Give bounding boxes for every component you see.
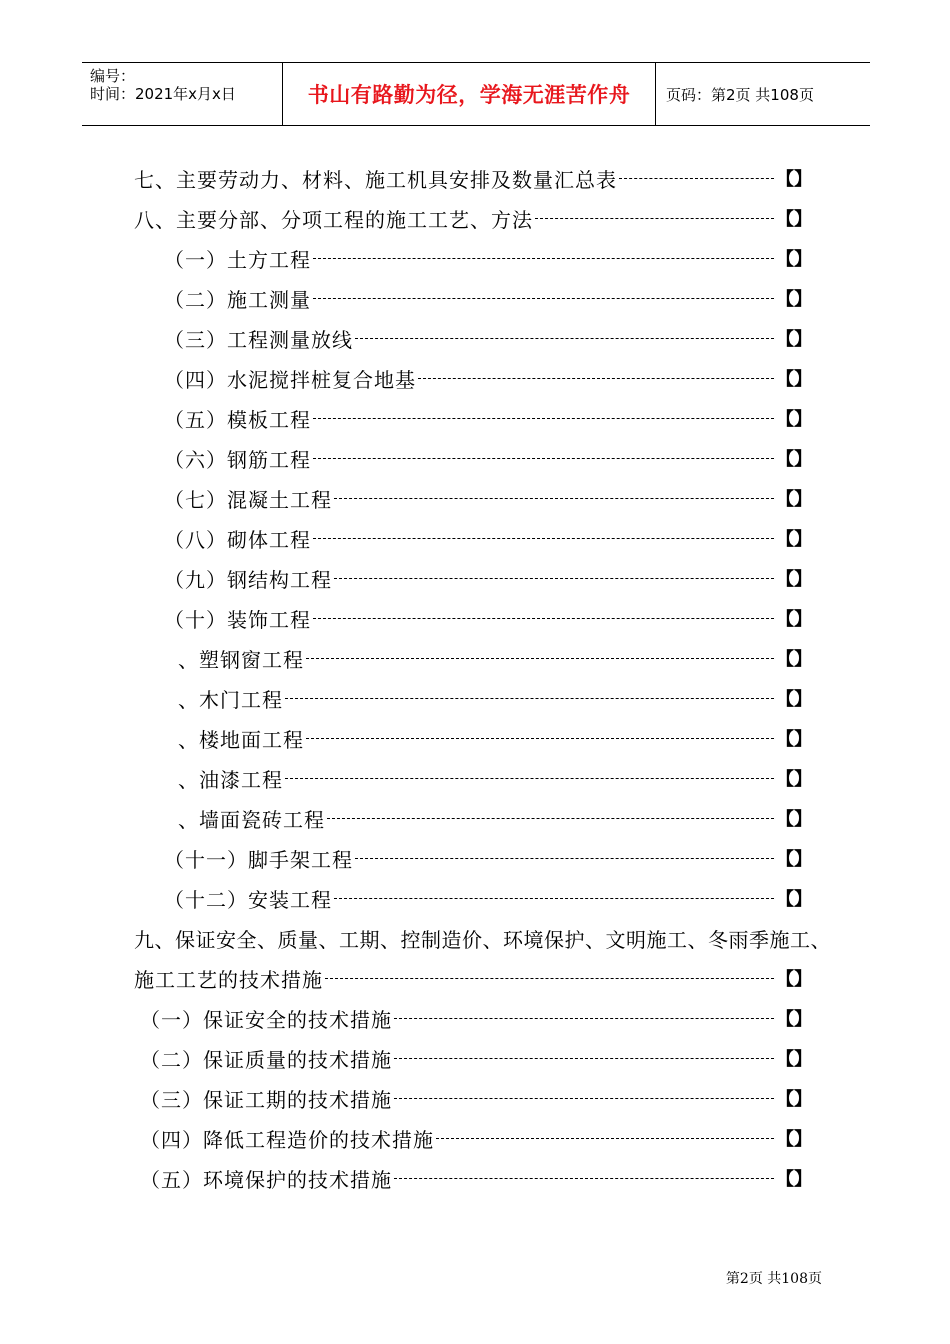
toc-page-bracket: 【】 [776, 329, 812, 350]
toc-dash-leader [306, 738, 774, 739]
toc-dash-leader [394, 1178, 774, 1179]
toc-entry-label: 七、主要劳动力、材料、施工机具安排及数量汇总表 [134, 167, 617, 192]
toc-entry [164, 238, 812, 278]
toc-entry-label: （九）钢结构工程 [164, 567, 332, 592]
toc-dash-leader [334, 498, 774, 499]
toc-page-bracket: 【】 [776, 489, 812, 510]
toc-entry-label: 九、保证安全、质量、工期、控制造价、环境保护、文明施工、冬雨季施工、 [134, 927, 831, 952]
toc-entry [134, 198, 812, 238]
toc-entry-label: （七）混凝土工程 [164, 487, 332, 512]
header-time-label: 时间：2021年x月x日 [90, 85, 236, 103]
toc-entry-label: （八）砌体工程 [164, 527, 311, 552]
toc-entry-label: 施工工艺的技术措施 [134, 967, 323, 992]
toc-entry [140, 1158, 812, 1198]
toc-entry-label: （一）保证安全的技术措施 [140, 1007, 392, 1032]
toc-entry-label: （四）水泥搅拌桩复合地基 [164, 367, 416, 392]
toc-dash-leader [285, 778, 774, 779]
toc-page-bracket: 【】 [776, 1169, 812, 1190]
toc-page-bracket: 【】 [776, 769, 812, 790]
toc-entry [178, 718, 812, 758]
toc-dash-leader [418, 378, 774, 379]
toc-entry-label: 、木门工程 [178, 687, 283, 712]
toc-dash-leader [394, 1018, 774, 1019]
toc-entry-label: 、塑钢窗工程 [178, 647, 304, 672]
toc-entry [164, 278, 812, 318]
toc-entry [164, 558, 812, 598]
header-page-cell [656, 63, 870, 125]
toc-entry [178, 638, 812, 678]
toc-page-bracket: 【】 [776, 609, 812, 630]
toc-dash-leader [436, 1138, 774, 1139]
toc-entry-label: （一）土方工程 [164, 247, 311, 272]
toc-dash-leader [334, 578, 774, 579]
toc-entry-label: 、墙面瓷砖工程 [178, 807, 325, 832]
toc-entry [134, 918, 830, 958]
toc-dash-leader [394, 1058, 774, 1059]
toc-entry [164, 878, 812, 918]
header-number-label: 编号： [90, 67, 136, 85]
toc-dash-leader [619, 178, 774, 179]
toc-page-bracket: 【】 [776, 969, 812, 990]
toc-page-bracket: 【】 [776, 689, 812, 710]
toc-entry-label: （六）钢筋工程 [164, 447, 311, 472]
toc-entry-label: （十二）安装工程 [164, 887, 332, 912]
header-page-label: 页码：第2页 共108页 [666, 85, 814, 104]
toc-entry-label: （三）工程测量放线 [164, 327, 353, 352]
toc-page-bracket: 【】 [776, 1049, 812, 1070]
toc-dash-leader [306, 658, 774, 659]
header-meta [82, 63, 282, 125]
toc-dash-leader [285, 698, 774, 699]
toc-dash-leader [327, 818, 774, 819]
toc-dash-leader [313, 538, 774, 539]
toc-dash-leader [334, 898, 774, 899]
toc-dash-leader [313, 298, 774, 299]
toc-entry-label: 、油漆工程 [178, 767, 283, 792]
toc-entry [164, 518, 812, 558]
toc-dash-leader [313, 618, 774, 619]
toc-entry [134, 958, 812, 998]
toc-dash-leader [355, 858, 774, 859]
toc-entry [134, 158, 812, 198]
toc-entry-label: 、楼地面工程 [178, 727, 304, 752]
toc-dash-leader [394, 1098, 774, 1099]
toc-entry [164, 478, 812, 518]
page-header [82, 62, 870, 126]
toc-page-bracket: 【】 [776, 289, 812, 310]
toc-entry-label: （二）施工测量 [164, 287, 311, 312]
toc-entry [164, 398, 812, 438]
toc-entry-label: （二）保证质量的技术措施 [140, 1047, 392, 1072]
toc-entry-label: （五）环境保护的技术措施 [140, 1167, 392, 1192]
toc-entry [164, 318, 812, 358]
toc-page-bracket: 【】 [776, 169, 812, 190]
toc-dash-leader [313, 418, 774, 419]
toc-entry [140, 1038, 812, 1078]
toc-entry [140, 1118, 812, 1158]
page-footer [726, 1268, 822, 1288]
toc-dash-leader [325, 978, 774, 979]
toc-entry [164, 598, 812, 638]
toc-dash-leader [535, 218, 774, 219]
toc-page-bracket: 【】 [776, 849, 812, 870]
toc-page-bracket: 【】 [776, 409, 812, 430]
header-motto-cell [282, 63, 656, 125]
toc-page-bracket: 【】 [776, 889, 812, 910]
toc-entry-label: （十）装饰工程 [164, 607, 311, 632]
toc-page-bracket: 【】 [776, 1009, 812, 1030]
toc-dash-leader [313, 258, 774, 259]
toc-page-bracket: 【】 [776, 729, 812, 750]
toc-page-bracket: 【】 [776, 649, 812, 670]
toc-dash-leader [355, 338, 774, 339]
toc-entry [140, 998, 812, 1038]
toc-entry [164, 438, 812, 478]
header-motto: 书山有路勤为径，学海无涯苦作舟 [307, 83, 631, 107]
toc-page-bracket: 【】 [776, 809, 812, 830]
toc-entry [164, 358, 812, 398]
toc-entry-label: （五）模板工程 [164, 407, 311, 432]
toc-page-bracket: 【】 [776, 569, 812, 590]
toc-entry [178, 758, 812, 798]
toc-entry [140, 1078, 812, 1118]
toc-entry [178, 678, 812, 718]
toc-page-bracket: 【】 [776, 369, 812, 390]
toc-page-bracket: 【】 [776, 1089, 812, 1110]
toc-dash-leader [313, 458, 774, 459]
toc-page-bracket: 【】 [776, 449, 812, 470]
toc-entry-label: 八、主要分部、分项工程的施工工艺、方法 [134, 207, 533, 232]
toc-entry-label: （十一）脚手架工程 [164, 847, 353, 872]
toc-entry [178, 798, 812, 838]
toc-page-bracket: 【】 [776, 529, 812, 550]
toc-entry-label: （三）保证工期的技术措施 [140, 1087, 392, 1112]
toc-page-bracket: 【】 [776, 1129, 812, 1150]
toc-page-bracket: 【】 [776, 249, 812, 270]
toc-page-bracket: 【】 [776, 209, 812, 230]
toc-entry [164, 838, 812, 878]
footer-page-number: 第2页 共108页 [725, 1271, 822, 1287]
toc-entry-label: （四）降低工程造价的技术措施 [140, 1127, 434, 1152]
